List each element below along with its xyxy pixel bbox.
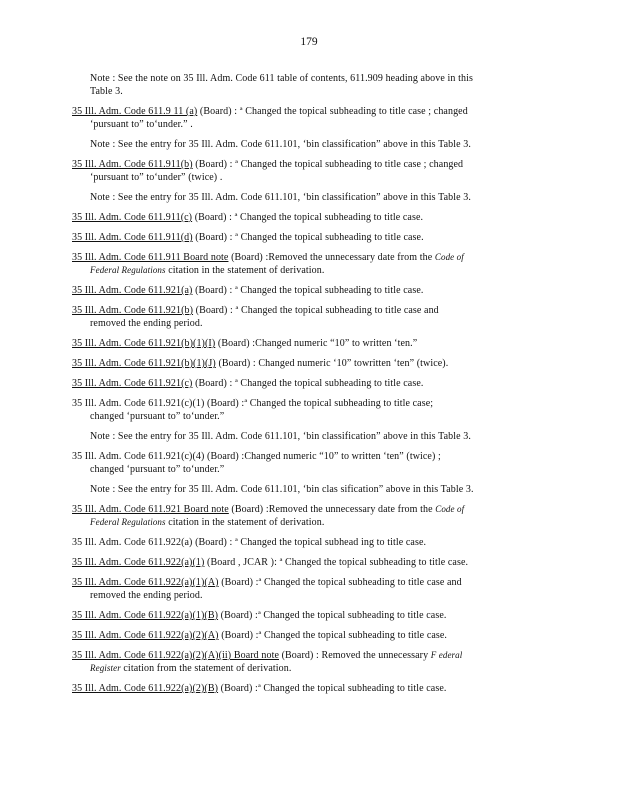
entry-text: (Board) :Removed the unnecessary date from the — [228, 252, 435, 263]
amendment-entry — [72, 682, 544, 695]
entry-text: (Board) : ª Changed the topical subheading to title case. — [192, 378, 424, 389]
amendment-entry — [72, 105, 544, 131]
code-citation: 35 Ill. Adm. Code 611.922(a)(2)(A)(ii) Board note — [72, 650, 279, 661]
entry-text: (Board) : ª Changed the topical subheading to title case. — [192, 285, 424, 296]
italic-title: Federal Regulations — [90, 517, 166, 527]
amendment-entry — [72, 450, 544, 476]
amendment-entry — [72, 211, 544, 224]
entry-continuation: removed the ending period. — [90, 590, 203, 601]
entry-text: citation in the statement of derivation. — [165, 517, 325, 528]
entry-continuation — [72, 662, 544, 675]
entry-continuation: ‘pursuant to” to‘under” (twice) . — [90, 172, 223, 183]
entry-text: (Board) : ª Changed the topical subheading to title case and — [193, 305, 439, 316]
entry-text: (Board) :ª Changed the topical subheading to title case and — [218, 577, 462, 588]
entry-text: (Board) : ª Changed the topical subhead ing to title case. — [192, 537, 427, 548]
code-citation: 35 Ill. Adm. Code 611.911(b) — [72, 159, 193, 170]
entry-text: (Board , JCAR ): ª Changed the topical subheading to title case. — [204, 557, 469, 568]
entry-text: (Board) :ª Changed the topical subheading to title case. — [218, 683, 447, 694]
entry-text: citation in the statement of derivation. — [165, 265, 325, 276]
entry-text: citation from the statement of derivation. — [120, 663, 292, 674]
code-citation: 35 Ill. Adm. Code 611.922(a) — [72, 537, 193, 548]
italic-title: Code of — [435, 504, 465, 514]
code-citation: 35 Ill. Adm. Code 611.921(b)(1)(I) — [72, 338, 216, 349]
entry-text: (Board) : ª Changed the topical subheading to title case. — [192, 232, 424, 243]
note-paragraph: Note : See the entry for 35 Ill. Adm. Code 611.101, ‘bin clas sification” above in this Table 3. — [90, 484, 474, 495]
amendment-entry — [72, 503, 544, 529]
note-line: Table 3. — [90, 86, 123, 97]
code-citation: 35 Ill. Adm. Code 611.922(a)(1)(A) — [72, 577, 219, 588]
entry-text: (Board) : ª Changed the topical subheading to title case. — [192, 212, 424, 223]
entry-continuation — [72, 516, 544, 529]
note-line: Note : See the note on 35 Ill. Adm. Code 611 table of contents, 611.909 heading above in this — [90, 73, 473, 84]
code-citation: 35 Ill. Adm. Code 611.921 Board note — [72, 504, 229, 515]
code-citation: 35 Ill. Adm. Code 611.911(c) — [72, 212, 193, 223]
amendment-entry — [72, 158, 544, 184]
entry-text: (Board) : Changed numeric ‘10” towritten ‘ten” (twice). — [215, 358, 449, 369]
code-citation: 35 Ill. Adm. Code 611.922(a)(1) — [72, 557, 205, 568]
code-citation: 35 Ill. Adm. Code 611.921(b) — [72, 305, 194, 316]
code-citation: 35 Ill. Adm. Code 611.921(b)(1)(J) — [72, 358, 216, 369]
amendment-entry — [72, 357, 544, 370]
page-number: 179 — [300, 36, 318, 48]
entry-continuation: changed ‘pursuant to” to‘under.” — [90, 464, 225, 475]
code-citation: 35 Ill. Adm. Code 611.921(a) — [72, 285, 193, 296]
entry-continuation — [72, 264, 544, 277]
amendment-entry — [72, 629, 544, 642]
amendments-table-body — [72, 72, 544, 702]
code-citation: 35 Ill. Adm. Code 611.922(a)(1)(B) — [72, 610, 219, 621]
entry-text: (Board) :Removed the unnecessary date from the — [228, 504, 436, 515]
entry-text: (Board) :Changed numeric “10” to written ‘ten.” — [215, 338, 418, 349]
code-citation: 35 Ill. Adm. Code 611.911 Board note — [72, 252, 229, 263]
note-paragraph — [72, 72, 544, 98]
note-paragraph: Note : See the entry for 35 Ill. Adm. Code 611.101, ‘bin classification” above in this Table 3. — [90, 192, 471, 203]
entry-text: (Board) : ª Changed the topical subheading to title case ; changed — [197, 106, 468, 117]
note-paragraph: Note : See the entry for 35 Ill. Adm. Code 611.101, ‘bin classification” above in this Table 3. — [90, 139, 471, 150]
code-citation: 35 Ill. Adm. Code 611.921(c)(1) — [72, 398, 205, 409]
amendment-entry — [72, 609, 544, 622]
entry-text: (Board) :ª Changed the topical subheading to title case. — [218, 630, 448, 641]
entry-text: (Board) : Removed the unnecessary — [279, 650, 431, 661]
amendment-entry — [72, 304, 544, 330]
amendment-entry — [72, 649, 544, 675]
code-citation: 35 Ill. Adm. Code 611.921(c)(4) — [72, 451, 205, 462]
code-citation: 35 Ill. Adm. Code 611.921(c) — [72, 378, 193, 389]
amendment-entry — [72, 377, 544, 390]
entry-continuation: removed the ending period. — [90, 318, 203, 329]
italic-title: Code of — [434, 252, 464, 262]
italic-title: Federal Regulations — [90, 265, 166, 275]
amendment-entry — [72, 576, 544, 602]
note-paragraph: Note : See the entry for 35 Ill. Adm. Code 611.101, ‘bin classification” above in this Table 3. — [90, 431, 471, 442]
amendment-entry — [72, 231, 544, 244]
code-citation: 35 Ill. Adm. Code 611.922(a)(2)(B) — [72, 683, 219, 694]
entry-text: (Board) :ª Changed the topical subheading to title case; — [204, 398, 434, 409]
amendment-entry — [72, 337, 544, 350]
code-citation: 35 Ill. Adm. Code 611.922(a)(2)(A) — [72, 630, 219, 641]
code-citation: 35 Ill. Adm. Code 611.9 11 (a) — [72, 106, 198, 117]
entry-continuation: ‘pursuant to” to‘under.” . — [90, 119, 193, 130]
entry-text: (Board) : ª Changed the topical subheading to title case ; changed — [192, 159, 464, 170]
amendment-entry — [72, 556, 544, 569]
amendment-entry — [72, 536, 544, 549]
amendment-entry — [72, 251, 544, 277]
entry-continuation: changed ‘pursuant to” to‘under.” — [90, 411, 225, 422]
entry-text: (Board) :ª Changed the topical subheading to title case. — [218, 610, 447, 621]
code-citation: 35 Ill. Adm. Code 611.911(d) — [72, 232, 193, 243]
italic-title: Register — [90, 663, 121, 673]
italic-title: F ederal — [430, 650, 463, 660]
amendment-entry — [72, 397, 544, 423]
amendment-entry — [72, 284, 544, 297]
entry-text: (Board) :Changed numeric “10” to written ‘ten” (twice) ; — [204, 451, 441, 462]
